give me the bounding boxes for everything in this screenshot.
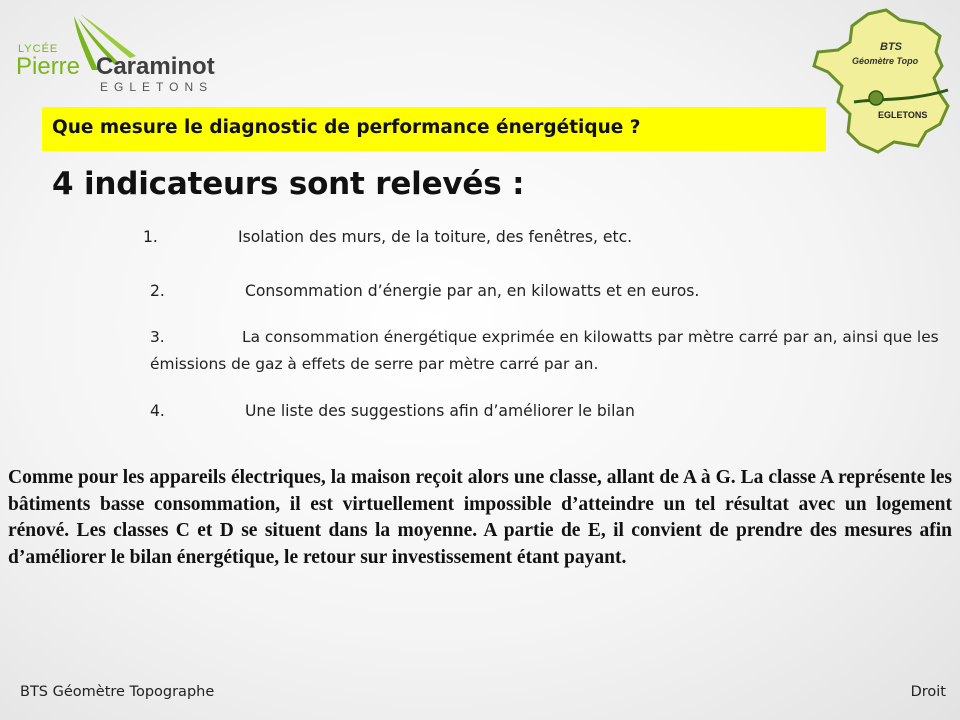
indicator-text: Consommation d’énergie par an, en kilowatts et en euros. [245, 282, 700, 300]
map-geometre-text: Géomètre Topo [852, 56, 919, 66]
bts-map-logo [808, 6, 958, 156]
logo-lycee-text: LYCÉE [18, 43, 59, 55]
question-text: Que mesure le diagnostic de performance énergétique ? [52, 117, 641, 138]
footer-course: BTS Géomètre Topographe [20, 684, 215, 700]
indicator-text: Isolation des murs, de la toiture, des fenêtres, etc. [238, 228, 633, 246]
indicator-number: 4. [150, 402, 165, 420]
question-banner [42, 107, 826, 151]
logo-pierre-text: Pierre [16, 53, 81, 80]
logo-caraminot-text: Caraminot [96, 53, 215, 80]
explanation-paragraph: Comme pour les appareils électriques, la maison reçoit alors une classe, allant de A à G. La classe A représente les bâtiments basse consommation, il est virtuellement impossible d’atteindre un tel résultat avec un logement rénové. Les classes C et D se situent dans la moyenne. A partie de E, il convient de prendre des mesures afin d’améliorer le bilan énergétique, le retour sur investissement étant payant. [8, 467, 952, 568]
indicator-number: 1. [143, 228, 158, 246]
page-title: 4 indicateurs sont relevés : [52, 166, 525, 202]
indicator-text: La consommation énergétique exprimée en kilowatts par mètre carré par an, ainsi que les émissions de gaz à effets de serre par mètre carré par an. [150, 328, 939, 373]
map-bts-text: BTS [880, 41, 902, 53]
map-egletons-text: EGLETONS [878, 110, 928, 120]
logo-egletons-text: EGLETONS [100, 80, 214, 94]
indicator-number: 3. [150, 328, 165, 346]
indicator-item [150, 282, 699, 300]
indicator-number: 2. [150, 282, 165, 300]
indicator-item [150, 324, 940, 378]
school-logo [14, 8, 254, 98]
indicator-item [150, 402, 635, 420]
indicator-text: Une liste des suggestions afin d’améliorer le bilan [245, 402, 635, 420]
indicator-item [143, 228, 632, 246]
footer-subject: Droit [910, 684, 946, 700]
